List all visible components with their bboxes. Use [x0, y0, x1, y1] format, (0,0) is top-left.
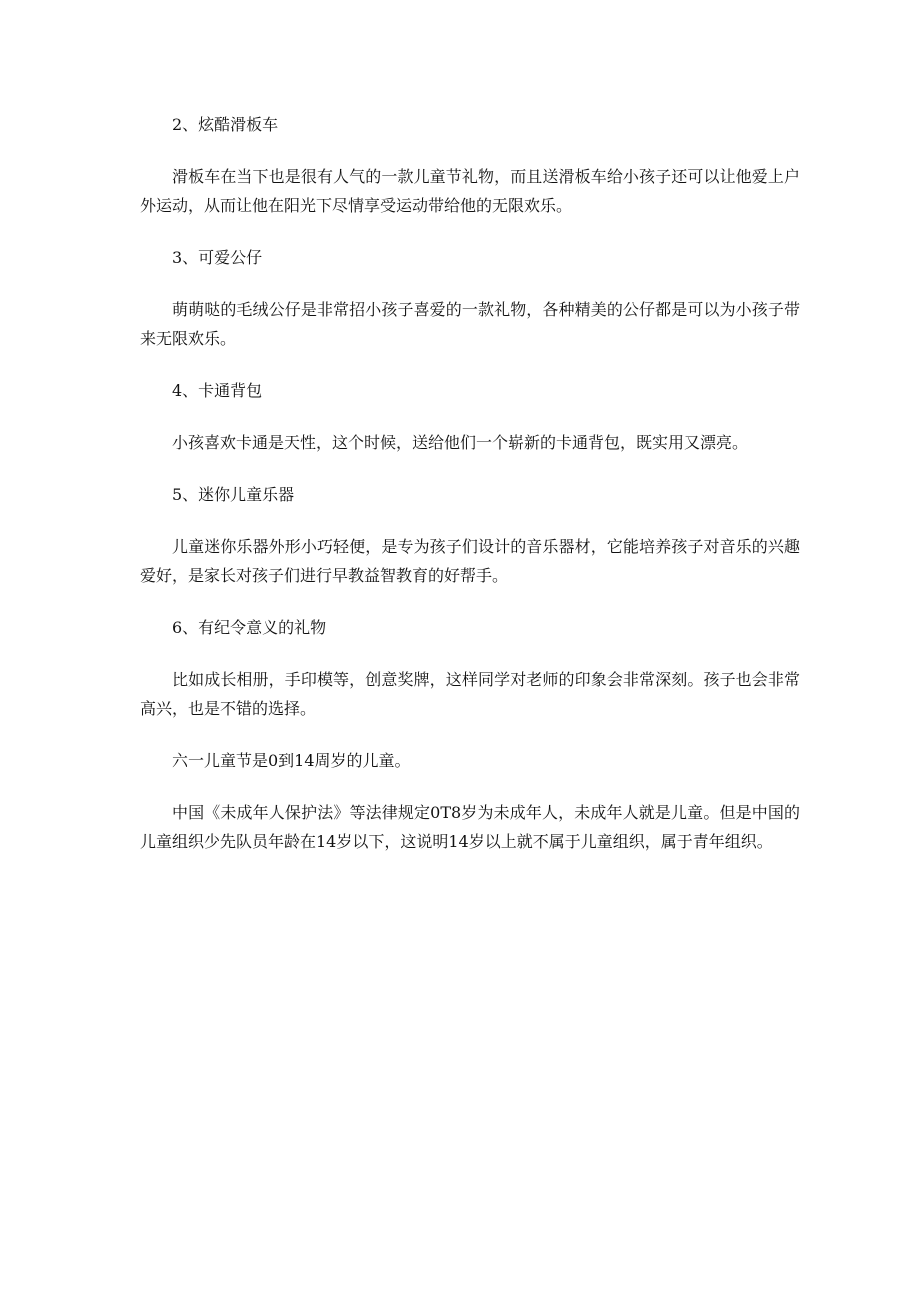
paragraph-plush-toy: 萌萌哒的毛绒公仔是非常招小孩子喜爱的一款礼物，各种精美的公仔都是可以为小孩子带来无限欢乐。	[140, 300, 800, 348]
heading-scooter: 2、炫酷滑板车	[172, 115, 279, 134]
paragraph-scooter: 滑板车在当下也是很有人气的一款儿童节礼物，而且送滑板车给小孩子还可以让他爱上户外运动，从而让他在阳光下尽情享受运动带给他的无限欢乐。	[140, 167, 800, 215]
paragraph-childrens-day-age: 六一儿童节是0到14周岁的儿童。	[172, 751, 411, 770]
paragraph-commemorative-gift: 比如成长相册，手印模等，创意奖牌，这样同学对老师的印象会非常深刻。孩子也会非常高兴，也是不错的选择。	[140, 670, 800, 718]
heading-commemorative-gift: 6、有纪令意义的礼物	[172, 618, 327, 637]
paragraph-cartoon-backpack: 小孩喜欢卡通是天性，这个时候，送给他们一个崭新的卡通背包，既实用又漂亮。	[172, 433, 749, 452]
heading-mini-instrument: 5、迷你儿童乐器	[172, 485, 295, 504]
heading-cartoon-backpack: 4、卡通背包	[172, 381, 263, 400]
heading-plush-toy: 3、可爱公仔	[172, 248, 263, 267]
paragraph-mini-instrument: 儿童迷你乐器外形小巧轻便，是专为孩子们设计的音乐器材，它能培养孩子对音乐的兴趣爱好，是家长对孩子们进行早教益智教育的好帮手。	[140, 537, 800, 585]
document-body	[140, 110, 800, 879]
paragraph-minor-law: 中国《未成年人保护法》等法律规定0T8岁为未成年人，未成年人就是儿童。但是中国的儿童组织少先队员年龄在14岁以下，这说明14岁以上就不属于儿童组织，属于青年组织。	[140, 803, 800, 851]
